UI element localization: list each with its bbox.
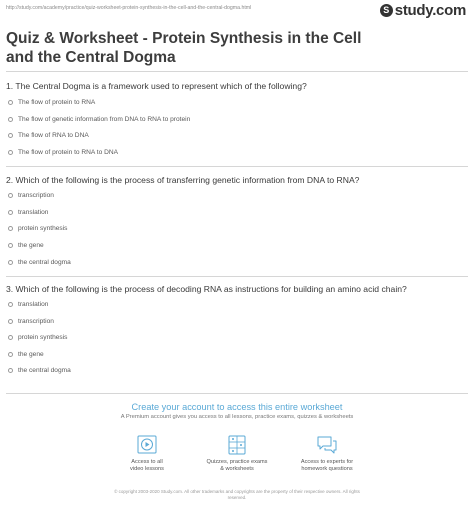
question-3: 3. Which of the following is the process of decoding RNA as instructions for building an amino acid chain? — [6, 284, 407, 294]
feature-experts — [282, 434, 372, 473]
radio-circle-icon[interactable] — [8, 226, 13, 231]
radio-circle-icon[interactable] — [8, 243, 13, 248]
premium-description: A Premium account gives you access to all lessons, practice exams, quizzes & worksheets — [120, 414, 354, 420]
cta-divider — [6, 393, 468, 394]
study-logo-icon: S — [380, 4, 393, 17]
answer-option[interactable] — [8, 242, 44, 249]
question-2: 2. Which of the following is the process of transferring genetic information from DNA to RNA? — [6, 175, 360, 185]
option-label: The flow of protein to RNA to DNA — [18, 149, 119, 156]
create-account-link[interactable]: Create your account to access this entire worksheet — [131, 402, 343, 412]
radio-circle-icon[interactable] — [8, 260, 13, 265]
page-url: http://study.com/academy/practice/quiz-worksheet-protein-synthesis-in-the-cell-and-the-central-dogma.html — [6, 5, 252, 11]
video-play-icon — [135, 434, 159, 456]
expert-chat-icon — [315, 434, 339, 456]
radio-circle-icon[interactable] — [8, 133, 13, 138]
radio-circle-icon[interactable] — [8, 193, 13, 198]
option-label: The flow of genetic information from DNA to RNA to protein — [18, 116, 191, 123]
question-1: 1. The Central Dogma is a framework used to represent which of the following? — [6, 81, 307, 91]
study-logo[interactable] — [380, 2, 466, 19]
radio-circle-icon[interactable] — [8, 100, 13, 105]
answer-option[interactable] — [8, 225, 67, 232]
answer-option[interactable] — [8, 351, 44, 358]
answer-option[interactable] — [8, 149, 118, 156]
quiz-grid-icon — [225, 434, 249, 456]
option-label: The flow of RNA to DNA — [18, 132, 89, 139]
answer-option[interactable] — [8, 209, 48, 216]
radio-circle-icon[interactable] — [8, 335, 13, 340]
radio-circle-icon[interactable] — [8, 302, 13, 307]
option-label: the central dogma — [18, 259, 71, 266]
answer-option[interactable] — [8, 334, 67, 341]
option-label: the gene — [18, 242, 44, 249]
answer-option[interactable] — [8, 132, 89, 139]
study-logo-text: study.com — [394, 2, 466, 19]
title-divider — [6, 71, 468, 72]
radio-circle-icon[interactable] — [8, 319, 13, 324]
answer-option[interactable] — [8, 192, 54, 199]
answer-option[interactable] — [8, 259, 71, 266]
feature-video-lessons — [102, 434, 192, 473]
option-label: transcription — [18, 318, 54, 325]
question-divider — [6, 276, 468, 277]
answer-option[interactable] — [8, 318, 54, 325]
option-label: translation — [18, 209, 49, 216]
radio-circle-icon[interactable] — [8, 150, 13, 155]
answer-option[interactable] — [8, 99, 95, 106]
answer-option[interactable] — [8, 367, 71, 374]
radio-circle-icon[interactable] — [8, 368, 13, 373]
copyright-footer: © copyright 2003-2020 Study.com. All other trademarks and copyrights are the property of their respective owners. All rights reserved. — [114, 489, 360, 500]
option-label: The flow of protein to RNA — [18, 99, 96, 106]
answer-option[interactable] — [8, 301, 48, 308]
radio-circle-icon[interactable] — [8, 210, 13, 215]
feature-label: Access to all video lessons — [130, 459, 164, 472]
option-label: translation — [18, 301, 49, 308]
radio-circle-icon[interactable] — [8, 117, 13, 122]
feature-quizzes — [192, 434, 282, 473]
question-divider — [6, 166, 468, 167]
option-label: the gene — [18, 351, 44, 358]
radio-circle-icon[interactable] — [8, 352, 13, 357]
feature-label: Access to experts for homework questions — [300, 459, 354, 472]
option-label: transcription — [18, 192, 54, 199]
option-label: protein synthesis — [18, 334, 68, 341]
answer-option[interactable] — [8, 116, 190, 123]
page-title: Quiz & Worksheet - Protein Synthesis in the Cell and the Central Dogma — [6, 30, 362, 66]
option-label: the central dogma — [18, 367, 71, 374]
option-label: protein synthesis — [18, 225, 68, 232]
feature-label: Quizzes, practice exams & worksheets — [206, 459, 268, 472]
